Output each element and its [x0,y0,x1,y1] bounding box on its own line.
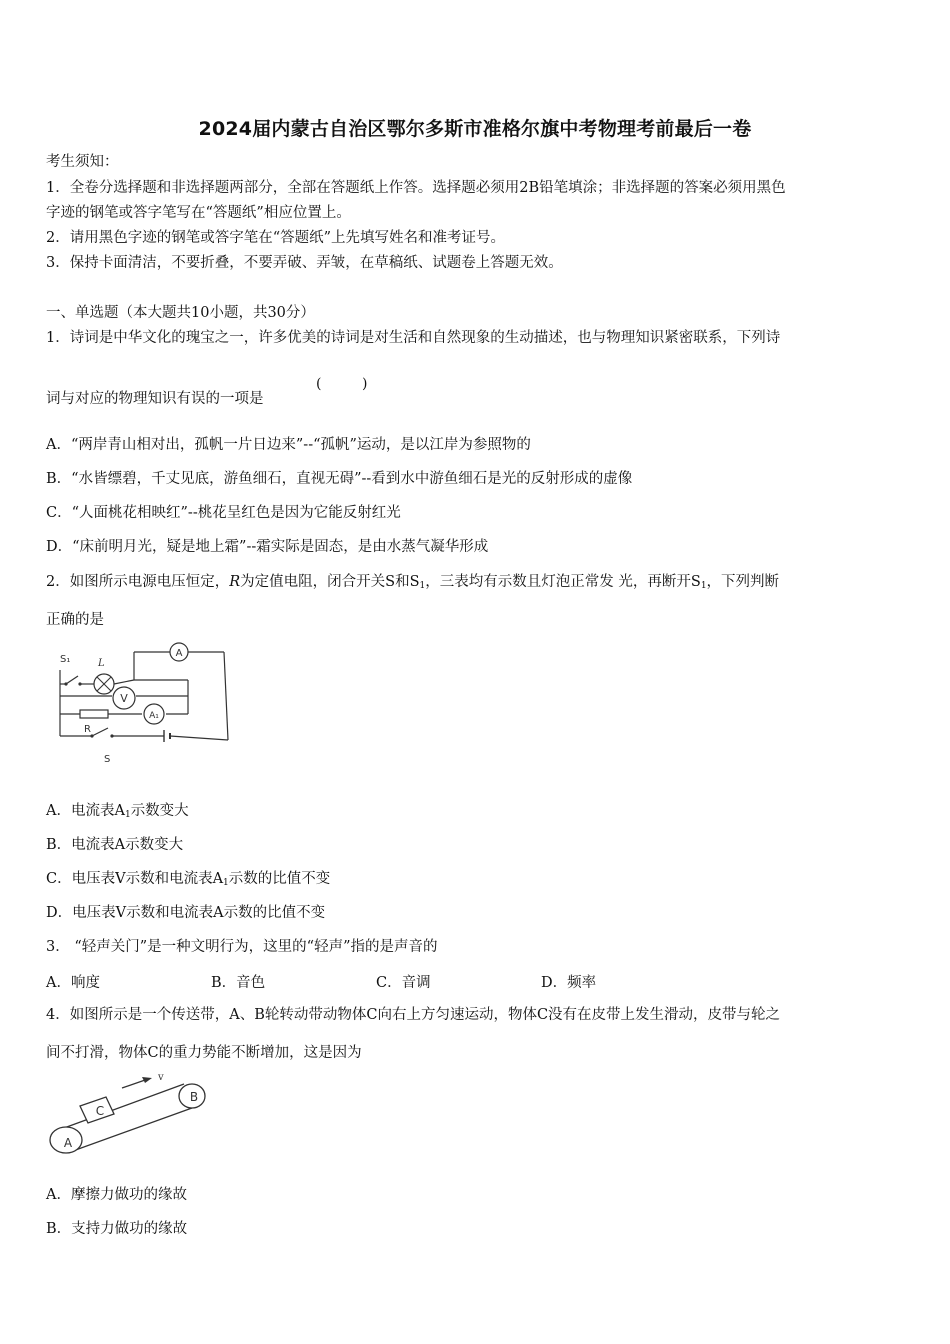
label-a: A [175,648,183,659]
q2-stem-part: 2．如图所示电源电压恒定， [46,574,230,590]
q4-option-b: B．支持力做功的缘故 [46,1221,188,1237]
q1-answer-paren-open: ( [316,376,322,392]
q2-option-b [46,835,183,855]
option-subscript: 1 [124,810,131,820]
label-a1: A₁ [149,711,159,721]
notice-item: 1．全卷分选择题和非选择题两部分，全部在答题纸上作答。选择题必须用2B铅笔填涂；非选择题的答案必须用黑色 [46,180,786,196]
label-b: B [189,1090,199,1104]
q3-option-b: B．音色 [211,975,266,991]
notice-item: 2．请用黑色字迹的钢笔或答字笔在“答题纸”上先填写姓名和准考证号。 [46,230,506,246]
option-text: 示数变大 [130,803,189,819]
q3-option-a: A．响度 [46,975,100,991]
q2-stem-line1 [46,572,779,596]
q4-stem-line1: 4．如图所示是一个传送带，A、B轮转动带动物体C向右上方匀速运动，物体C没有在皮带上发生滑动，皮带与轮之 [46,1007,781,1023]
label-l: L [98,658,105,669]
q2-stem-part: ，三表均有示数且灯泡正常发 光，再断开S [425,574,701,590]
q1-stem-line1: 1．诗词是中华文化的瑰宝之一，许多优美的诗词是对生活和自然现象的生动描述，也与物理知识紧密联系，下列诗 [46,330,781,346]
resistor-symbol [80,710,108,718]
q4-stem-line2: 间不打滑，物体C的重力势能不断增加，这是因为 [46,1045,362,1061]
q2-circuit-diagram [52,640,237,770]
q2-subscript: 1 [419,581,426,591]
option-text: 示数的比值不变 [228,871,331,887]
q1-option-a: A．“两岸青山相对出，孤帆一片日边来”--“孤帆”运动，是以江岸为参照物的 [46,437,531,453]
q2-stem-part: 为定值电阻，闭合开关S和S [240,574,420,590]
q2-option-a [46,801,189,825]
q2-stem-line2: 正确的是 [46,612,104,628]
notice-heading: 考生须知： [46,154,119,170]
q4-conveyor-diagram [44,1070,214,1160]
page-title: 2024届内蒙古自治区鄂尔多斯市准格尔旗中考物理考前最后一卷 [198,118,752,140]
q2-stem-part: ，下列判断 [706,574,780,590]
label-s1: S₁ [60,654,71,665]
option-text: D．电压表V示数和电流表A示数的比值不变 [46,905,326,921]
q3-stem: 3． “轻声关门”是一种文明行为，这里的“轻声”指的是声音的 [46,939,438,955]
option-text: C．电压表V示数和电流表A [46,871,224,887]
q4-option-a: A．摩擦力做功的缘故 [46,1187,187,1203]
q3-option-d: D．频率 [541,975,597,991]
q2-option-c [46,869,330,893]
q1-answer-paren-close: ) [362,376,368,392]
notice-item: 3．保持卡面清洁，不要折叠，不要弄破、弄皱，在草稿纸、试题卷上答题无效。 [46,255,563,271]
option-text: A．电流表A [46,803,125,819]
q2-subscript: 1 [700,581,707,591]
label-v: v [158,1072,164,1083]
q1-option-c: C．“人面桃花相映红”--桃花呈红色是因为它能反射红光 [46,505,401,521]
option-subscript: 1 [223,878,229,888]
q1-stem-line2: 词与对应的物理知识有误的一项是 [46,391,264,407]
label-a: A [63,1136,73,1150]
q1-option-d: D．“床前明月光，疑是地上霜”--霜实际是固态，是由水蒸气凝华形成 [46,539,489,555]
q3-option-c: C．音调 [376,975,431,991]
q3-options-row [46,971,596,992]
section-heading: 一、单选题（本大题共10小题，共30分） [46,305,315,321]
label-c: C [95,1104,105,1118]
notice-item: 字迹的钢笔或答字笔写在“答题纸”相应位置上。 [46,205,351,221]
q1-option-b: B．“水皆缥碧，千丈见底，游鱼细石，直视无碍”--看到水中游鱼细石是光的反射形成的虚像 [46,471,633,487]
label-v: V [120,692,128,705]
q2-resistor-symbol: R [229,574,241,590]
label-s: S [104,754,111,765]
option-text: B．电流表A示数变大 [46,837,184,853]
label-r: R [84,724,91,735]
q2-option-d [46,903,325,923]
